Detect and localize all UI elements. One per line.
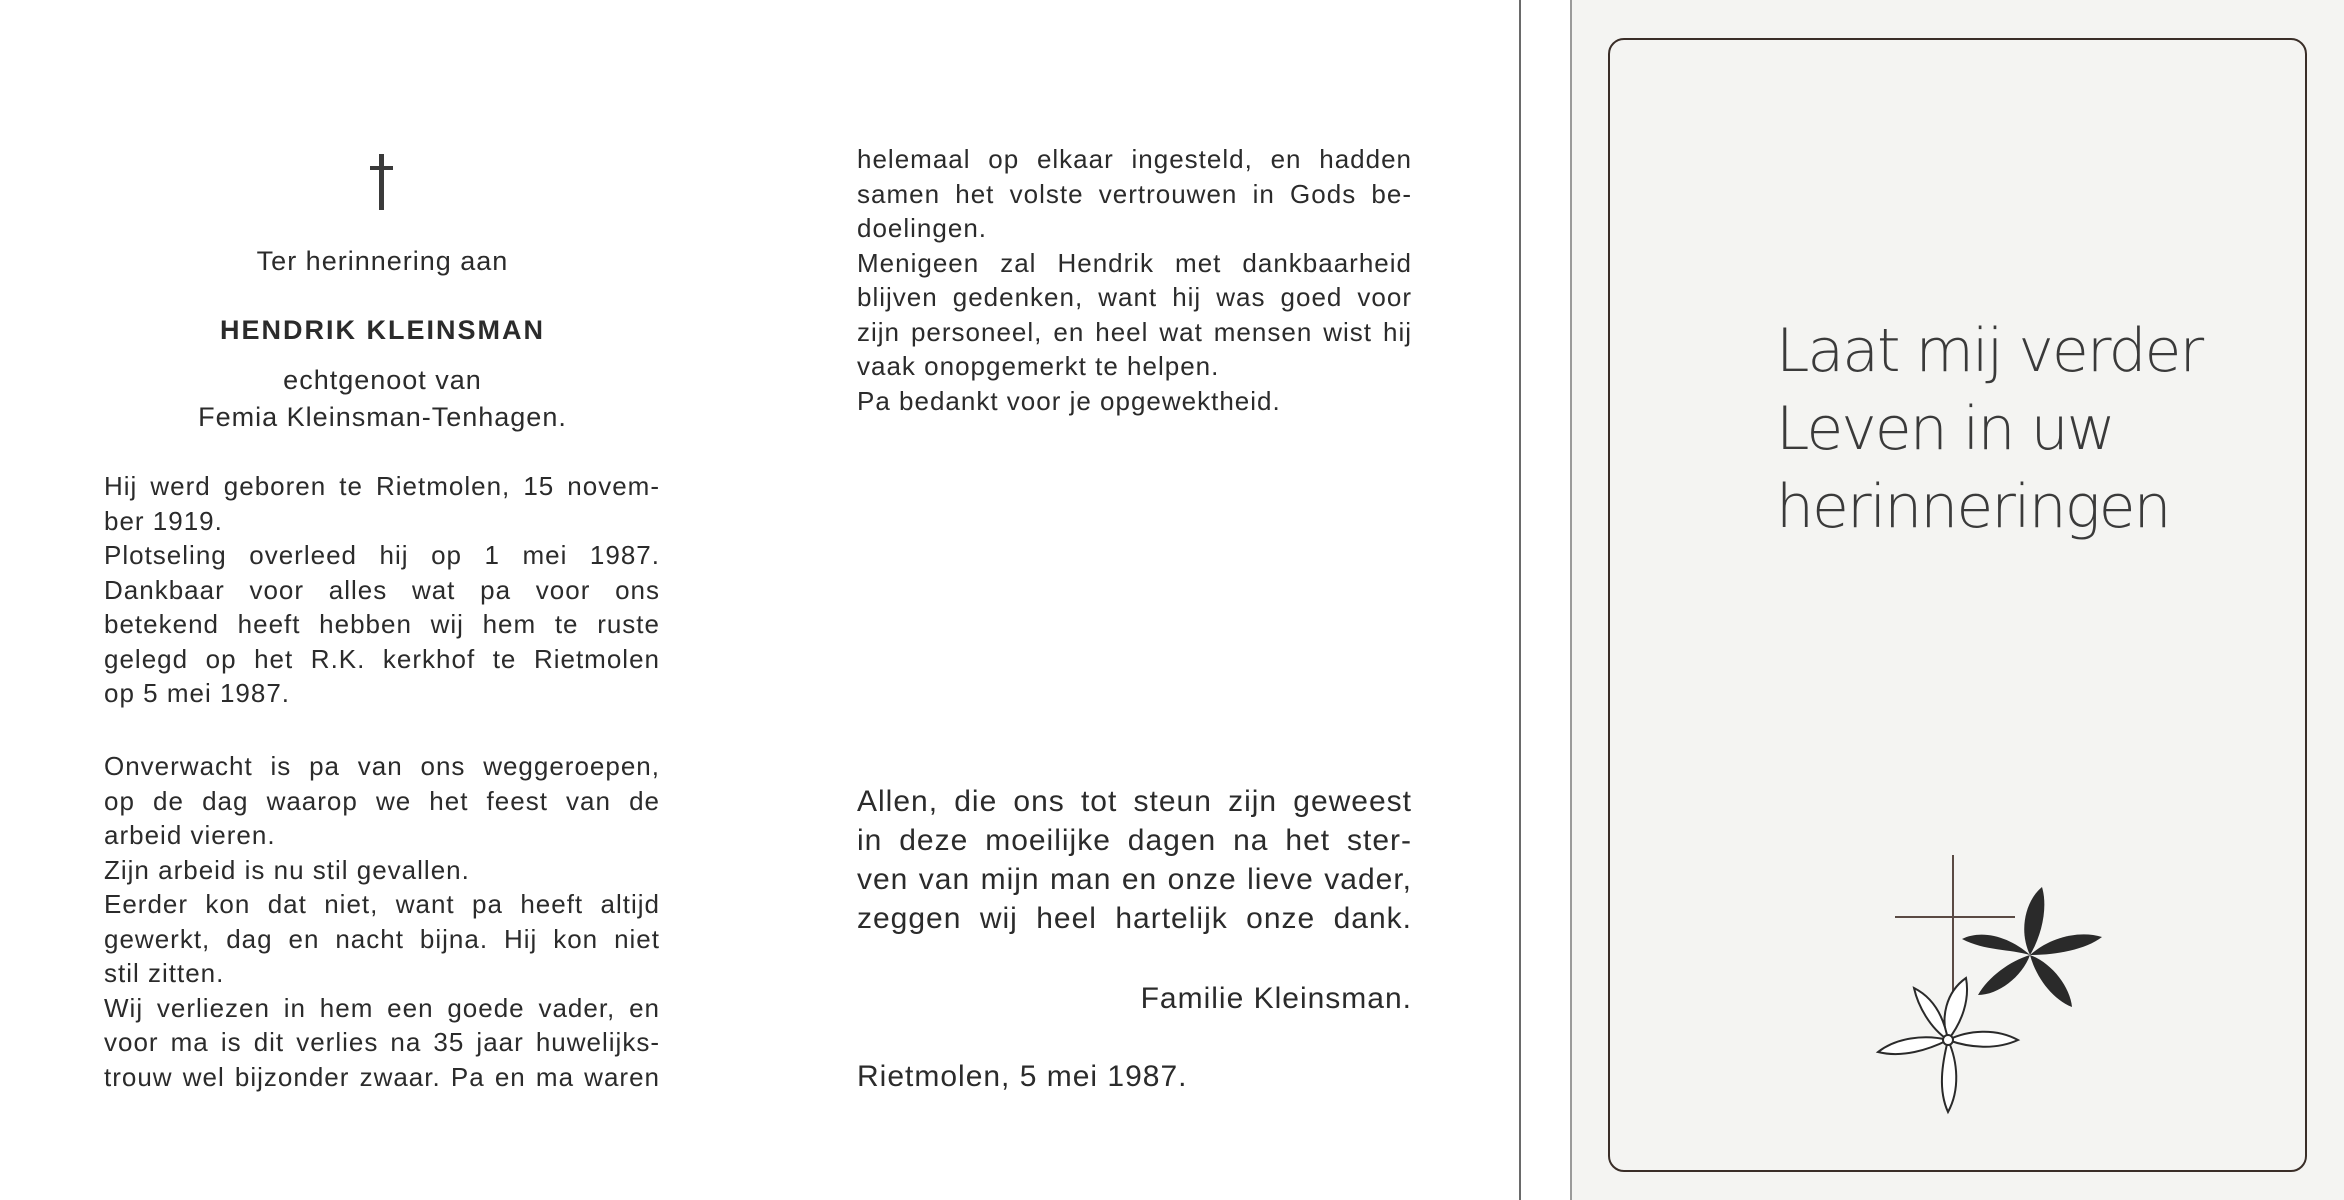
text-line: gewerkt, dag en nacht bijna. Hij kon niet: [104, 923, 660, 954]
text-line: Onverwacht is pa van ons weggeroepen,: [104, 751, 660, 781]
text-line: in deze moeilijke dagen na het ster-: [857, 824, 1412, 857]
text-line: gelegd op het R.K. kerkhof te Rietmolen: [104, 643, 660, 674]
cross-flowers-icon: [1860, 850, 2130, 1130]
cover-title-line: Laat mij verder: [1776, 316, 2203, 386]
cover-title-line: herinneringen: [1776, 472, 2170, 542]
thanks-paragraph: [857, 782, 1412, 938]
text-line: Zijn arbeid is nu stil gevallen.: [104, 854, 470, 885]
memorial-paragraph: [104, 749, 660, 1094]
text-line: blijven gedenken, want hij was goed voor: [857, 282, 1412, 312]
text-line: stil zitten.: [104, 958, 225, 988]
text-line: Menigeen zal Hendrik met dankbaarheid: [857, 247, 1412, 278]
cross-icon: [367, 152, 397, 212]
text-line: zeggen wij heel hartelijk onze dank.: [857, 902, 1412, 935]
text-line: op de dag waarop we het feest van de: [104, 785, 660, 816]
text-line: zijn personeel, en heel wat mensen wist hij: [857, 316, 1412, 347]
text-line: ber 1919.: [104, 505, 223, 536]
text-line: ven van mijn man en onze lieve vader,: [857, 863, 1412, 896]
fold-line: [1519, 0, 1521, 1200]
left-page: [0, 0, 760, 1200]
text-line: vaak onopgemerkt te helpen.: [857, 351, 1220, 381]
heading: Ter herinnering aan: [256, 246, 509, 276]
text-line: trouw wel bijzonder zwaar. Pa en ma waren: [104, 1061, 660, 1092]
continuation-paragraph: [857, 142, 1412, 418]
text-line: helemaal op elkaar ingesteld, en hadden: [857, 144, 1412, 174]
cover-edge: [1570, 0, 1572, 1200]
text-line: Eerder kon dat niet, want pa heeft altijd: [104, 889, 660, 919]
family-signature: Familie Kleinsman.: [1140, 982, 1412, 1015]
text-line: Allen, die ons tot steun zijn geweest: [857, 785, 1412, 818]
text-line: op 5 mei 1987.: [104, 678, 291, 708]
spouse-intro: echtgenoot van: [283, 365, 482, 395]
deceased-name: HENDRIK KLEINSMAN: [219, 315, 545, 345]
spouse-name: Femia Kleinsman-Tenhagen.: [198, 402, 567, 432]
cover-title: [1776, 312, 2202, 546]
text-line: Plotseling overleed hij op 1 mei 1987.: [104, 540, 660, 570]
cover-title-line: Leven in uw: [1776, 394, 2114, 464]
text-line: Hij werd geboren te Rietmolen, 15 novem-: [104, 471, 660, 501]
text-line: Wij verliezen in hem een goede vader, en: [104, 992, 660, 1023]
text-line: voor ma is dit verlies na 35 jaar huwelijks-: [104, 1027, 660, 1057]
text-line: betekend heeft hebben wij hem te ruste: [104, 609, 660, 639]
text-line: arbeid vieren.: [104, 820, 276, 850]
place-date: Rietmolen, 5 mei 1987.: [857, 1060, 1188, 1093]
text-line: samen het volste vertrouwen in Gods be-: [857, 178, 1412, 209]
biography-paragraph: [104, 469, 660, 711]
text-line: doelingen.: [857, 213, 987, 243]
text-line: Dankbaar voor alles wat pa voor ons: [104, 574, 660, 605]
text-line: Pa bedankt voor je opgewektheid.: [857, 385, 1281, 416]
